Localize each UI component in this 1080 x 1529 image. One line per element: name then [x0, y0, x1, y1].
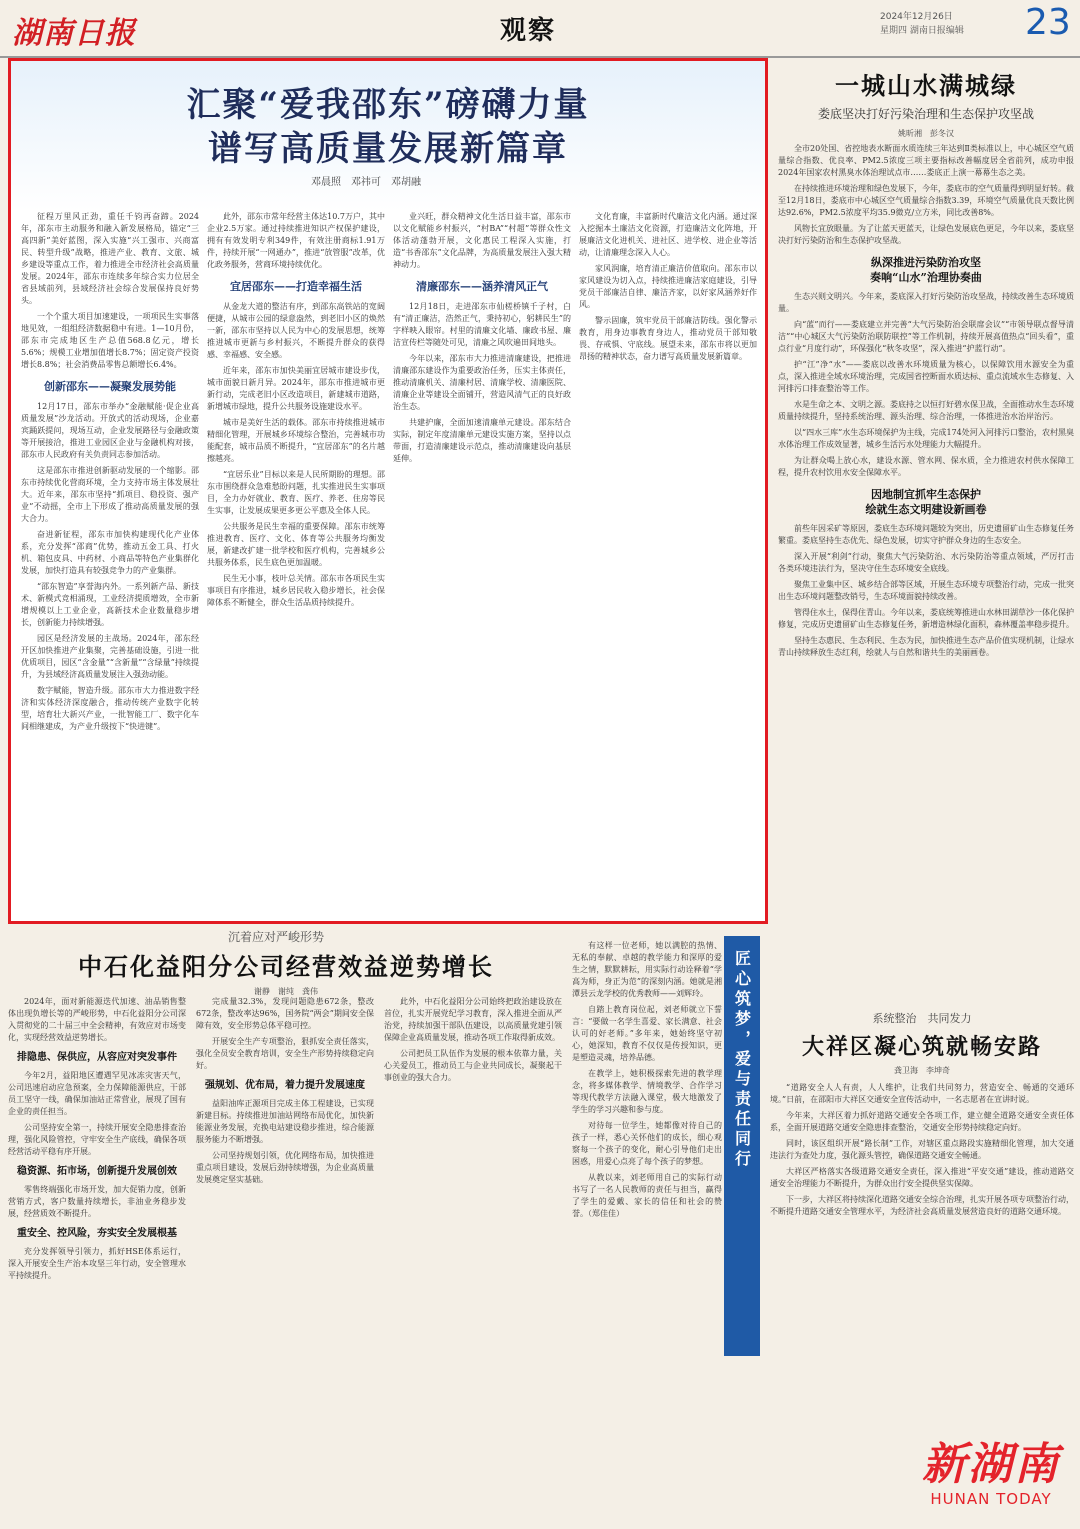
paragraph: 从教以来，刘老师用自己的实际行动书写了一名人民教师的责任与担当，赢得了学生的爱戴、家长的信任和社会的赞誉。（郑佳佳）	[572, 1173, 722, 1218]
feature-title-line-2: 谱写高质量发展新篇章	[208, 129, 568, 169]
paragraph: 业兴旺，群众精神文化生活日益丰富，邵东市以文化赋能乡村振兴，“村BA”“村超”等群众性文体活动蓬勃开展，文化惠民工程深入实施，打造“书香邵东”文化品牌，为高质量发展注入强大精神动力。	[393, 212, 571, 269]
paragraph: 生态兴则文明兴。今年来，娄底深入打好污染防治攻坚战，持续改善生态环境质量。	[778, 292, 1074, 313]
issue-meta	[880, 10, 964, 38]
issue-editor: 湖南日报编辑	[909, 26, 964, 36]
paragraph: 在持续推进环境治理和绿色发展下，今年，娄底市的空气质量得到明显好转。截至12月18日，娄底市中心城区空气质量综合指数3.39，环境空气质量优良天数比例达92.6%，PM2.5浓度平均35.9微克/立方米，同比改善8%。	[778, 184, 1074, 217]
paragraph: 这是邵东市推进创新驱动发展的一个缩影。邵东市持续优化营商环境，全力支持市场主体发展壮大。近年来，邵东市坚持“抓项目、稳投资、强产业”不动摇，全市上下形成了推动高质量发展的强大合力。	[21, 466, 199, 523]
paragraph: 数字赋能，智造升级。邵东市大力推进数字经济和实体经济深度融合，推动传统产业数字化转型，培育壮大新兴产业，一批智能工厂、数字化车间相继建成，为产业升级按下“快进键”。	[21, 686, 199, 731]
article-column-2	[196, 996, 374, 1526]
article-subheading: 稳资源、拓市场，创新提升发展创效	[17, 1166, 177, 1177]
article-byline: 谢静 谢纯 龚伟	[254, 987, 318, 996]
feature-columns	[17, 211, 759, 917]
article-title: 大祥区凝心筑就畅安路	[801, 1034, 1042, 1060]
article-subheading: 排隐患、保供应，从容应对突发事件	[17, 1052, 177, 1063]
paragraph: 从金龙大道的整洁有序，到邵东高铁站的宽阔便捷，从城市公园的绿意盎然，到老旧小区的焕然一新，邵东市坚持以人民为中心的发展思想，统筹推进城市更新与乡村振兴，不断提升群众的获得感、幸福感、安全感。	[207, 302, 385, 359]
paragraph: 征程万里风正劲，重任千钧再奋蹄。2024年，邵东市主动服务和融入新发展格局，锚定“三高四新”美好蓝图，深入实施“兴工强市、兴商富民、转型升级”战略，推进产业、教育、文旅、城乡建设等重点工作，着力推进全市经济社会高质量发展。2024年，邵东市连续多年综合实力位居全省县域前列，县域经济社会综合发展保持良好势头。	[21, 212, 199, 305]
paragraph: 今年以来，邵东市大力推进清廉建设，把推进清廉邵东建设作为重要政治任务，压实主体责任，推动清廉机关、清廉村居、清廉学校、清廉医院、清廉企业等建设全面铺开，营造风清气正的良好政治生态。	[393, 354, 571, 411]
paragraph: 下一步，大祥区将持续深化道路交通安全综合治理，扎实开展各项专项整治行动，不断提升道路交通安全管理水平，为经济社会高质量发展营造良好的道路交通环境。	[770, 1195, 1074, 1216]
paragraph: 公司坚持安全第一，持续开展安全隐患排查治理，强化风险管控，守牢安全生产底线，确保各项经营活动平稳有序开展。	[8, 1123, 186, 1156]
paragraph: 以“四水三库”水生态环境保护为主线，完成174处河入河排污口整治，农村黑臭水体治理工作成效显著，城乡生活污水处理能力大幅提升。	[778, 428, 1074, 449]
paragraph: 在教学上，她积极探索先进的教学理念，将多媒体教学、情境教学、合作学习等现代教学方法融入课堂，极大地激发了学生的学习兴趣和参与度。	[572, 1069, 722, 1114]
paragraph: 12月17日，邵东市举办“金融赋能·促企业高质量发展”沙龙活动。开放式的活动现场，企业嘉宾踊跃提问，现场互动，企业发展路径与金融政策等开展接洽，推进工业园区企业与金融机构对接，邵东市人民政府有关负责同志参加活动。	[21, 402, 199, 459]
paragraph: 零售终端强化市场开发，加大促销力度，创新营销方式，客户数量持续增长，非油业务稳步发展，经营质效不断提升。	[8, 1185, 186, 1218]
paragraph: 完成量32.3%，发现问题隐患672条，整改672条，整改率达96%，国务院“两会”期间安全保障有效，安全形势总体平稳可控。	[196, 997, 374, 1030]
article-title: 一城山水满城绿	[835, 71, 1017, 100]
paragraph: 民生无小事，枝叶总关情。邵东市各项民生实事项目有序推进，城乡居民收入稳步增长，社会保障体系不断健全，群众生活品质持续提升。	[207, 574, 385, 607]
article-loudi	[778, 58, 1074, 998]
paragraph: 为让群众喝上放心水，建设水源、管水网、保水质，全力推进农村供水保障工程，提升农村饮用水安全保障水平。	[778, 456, 1074, 477]
paragraph: 对待每一位学生，她都像对待自己的孩子一样，悉心关怀他们的成长，细心观察每一个孩子的变化，耐心引导他们走出困惑，用爱心点亮了每个孩子的梦想。	[572, 1121, 722, 1166]
feature-title-line-1: 汇聚“爱我邵东”磅礴力量	[186, 85, 590, 125]
article-teacher	[572, 940, 722, 1528]
article-subheading-1: 纵深推进污染防治攻坚 奏响“山水”治理协奏曲	[870, 256, 982, 284]
section-title: 观察	[500, 16, 557, 46]
paragraph: 文化育廉，丰富新时代廉洁文化内涵。通过深入挖掘本土廉洁文化资源，打造廉洁文化阵地，开展廉洁文化进机关、进社区、进学校、进企业等活动，让清廉理念深入人心。	[579, 212, 757, 257]
paragraph: 公司坚持规划引领，优化网络布局，加快推进重点项目建设，发展后劲持续增强，为企业高质量发展奠定坚实基础。	[196, 1151, 374, 1184]
article-subheading: 强规划、优布局，着力提升发展速度	[205, 1080, 365, 1091]
feature-article	[8, 58, 768, 924]
paragraph: 坚持生态惠民、生态利民、生态为民，加快推进生态产品价值实现机制，让绿水青山持续释放生态红利，绘就人与自然和谐共生的美丽画卷。	[778, 636, 1074, 657]
paragraph: 此外，中石化益阳分公司始终把政治建设放在首位，扎实开展党纪学习教育，深入推进全面从严治党，持续加强干部队伍建设，以高质量党建引领保障企业高质量发展，推动各项工作取得新成效。	[384, 997, 562, 1042]
paragraph: 警示固廉，筑牢党员干部廉洁防线。强化警示教育，用身边事教育身边人，推动党员干部知敬畏、存戒惧、守底线。展望未来，邵东市将以更加昂扬的精神状态，奋力谱写高质量发展新篇章。	[579, 316, 757, 361]
vertical-banner-title: 匠心筑梦，爱与责任同行	[732, 950, 752, 1170]
paragraph: “道路安全人人有责，人人维护，让我们共同努力，营造安全、畅通的交通环境。”日前，在邵阳市大祥区交通安全宣传活动中，一名志愿者在宣讲时说。	[770, 1083, 1074, 1104]
article-body	[770, 1082, 1074, 1218]
paragraph: 近年来，邵东市加快美丽宜居城市建设步伐，城市面貌日新月异。2024年，邵东市推进城市更新行动，完成老旧小区改造项目，新建城市道路，新增城市绿地，提升公共服务设施建设水平。	[207, 366, 385, 411]
paragraph: 深入开展“利剑”行动，聚焦大气污染防治、水污染防治等重点领域，严厉打击各类环境违法行为，坚决守住生态环境安全底线。	[778, 552, 1074, 573]
page-number: 23	[1025, 2, 1071, 43]
feature-column-2	[207, 211, 385, 917]
paragraph: “宜居乐业”目标以来是人民所期盼的理想。邵东市围绕群众急难愁盼问题，扎实推进民生实事项目，全力办好就业、教育、医疗、养老、住房等民生实事，让发展成果更多更公平惠及全体人民。	[207, 470, 385, 515]
paragraph: 充分发挥领导引领力，抓好HSE体系运行，深入开展安全生产治本攻坚三年行动，安全管理水平持续提升。	[8, 1247, 186, 1280]
article-title: 中石化益阳分公司经营效益逆势增长	[78, 952, 494, 981]
issue-date: 2024年12月26日	[880, 12, 953, 22]
paragraph: 12月18日，走进邵东市仙槎桥镇千子村，白有“清正廉洁，浩然正气，秉持初心，躬耕民生”的字样映入眼帘。村里的清廉文化墙、廉政书屋、廉洁宣传栏等随处可见，清廉之风吹遍田间地头。	[393, 302, 571, 347]
masthead	[0, 0, 1080, 58]
paragraph: 前些年因采矿等原因，娄底生态环境问题较为突出，历史遗留矿山生态修复任务繁重。娄底坚持生态优先、绿色发展，切实守护群众身边的生态安全。	[778, 524, 1074, 545]
paragraph: 家风润廉，培育清正廉洁价值取向。邵东市以家风建设为切入点，持续推进廉洁家庭建设，引导党员干部廉洁自律、廉洁齐家，以好家风涵养好作风。	[579, 264, 757, 309]
brand-logo-en: HUNAN TODAY	[930, 1490, 1052, 1508]
article-byline: 姚昕湘 彭冬汉	[898, 129, 954, 138]
feature-byline: 邓晨照 邓祎可 邓胡融	[311, 177, 421, 188]
paragraph: 向“蓝”而行——娄底建立并完善“大气污染防治会联席会议”“市领导联点督导清洁”“中心城区大气污染防治联防联控”等工作机制，持续开展高值热点“回头看”，重点行业“月度行动”，环保强化“秋冬攻坚”，深入推进“护蓝行动”。	[778, 320, 1074, 353]
paragraph: 公共服务是民生幸福的重要保障。邵东市统筹推进教育、医疗、文化、体育等公共服务均衡发展，新建改扩建一批学校和医疗机构，完善城乡公共服务体系，民生底色更加温暖。	[207, 522, 385, 567]
paragraph: 同时，该区组织开展“路长制”工作，对辖区重点路段实施精细化管理，加大交通违法行为查处力度，强化源头管控，确保道路交通安全畅通。	[770, 1139, 1074, 1160]
article-sinopec	[8, 928, 564, 1528]
paragraph: 一个个重大项目加速建设，一项项民生实事落地见效，一组组经济数据稳中有进。1—10月份，邵东市完成地区生产总值568.8亿元，增长5.6%；规模工业增加值增长8.7%；固定资产投资增长8.8%；社会消费品零售总额增长6.4%。	[21, 312, 199, 369]
paragraph: “邵东智造”享誉海内外。一系列新产品、新技术、新模式竞相涌现，工业经济提质增效，全市新增规模以上工业企业，高新技术企业数量稳步增长，创新能力持续增强。	[21, 582, 199, 627]
newspaper-logo: 湖南日报	[12, 16, 136, 51]
paragraph: 奋进新征程，邵东市加快构建现代化产业体系，充分发挥“邵商”优势，推动五金工具、打火机、箱包皮具、中药材、小商品等特色产业集群化发展，加快打造具有较强竞争力的产业集群。	[21, 530, 199, 575]
paragraph: 城市是美好生活的载体。邵东市持续推进城市精细化管理，开展城乡环境综合整治，完善城市功能配套，城市品质不断提升，“宜居邵东”的名片越擦越亮。	[207, 418, 385, 463]
paragraph: 水是生命之本、文明之源。娄底持之以恒打好碧水保卫战，全面推动水生态环境质量持续提升，坚持系统治理、源头治理、综合治理，一体推进治水治岸治污。	[778, 400, 1074, 421]
paragraph: 今年2月，益阳地区遭遇罕见冰冻灾害天气，公司迅速启动应急预案，全力保障能源供应，干部员工坚守一线，确保加油站正常营业，展现了国有企业的责任担当。	[8, 1071, 186, 1116]
article-byline: 龚卫海 李坤奇	[894, 1066, 950, 1075]
paragraph: 管得住水土，保得住青山。今年以来，娄底统筹推进山水林田湖草沙一体化保护修复，完成历史遗留矿山生态修复任务，新增造林绿化面积，森林覆盖率稳步提升。	[778, 608, 1074, 629]
feature-column-1	[21, 211, 199, 917]
paragraph: 全市20处国、省控地表水断面水质连续三年达到Ⅱ类标准以上，中心城区空气质量综合指数、优良率、PM2.5浓度三项主要指标改善幅度居全省前列，成功申报2024年国家农村黑臭水体治理试点市……娄底正上演一幕幕生态之美。	[778, 144, 1074, 177]
article-subtitle: 娄底坚决打好污染治理和生态保护攻坚战	[817, 107, 1034, 121]
article-kicker: 系统整治 共同发力	[872, 1012, 972, 1025]
feature-column-4	[579, 211, 757, 917]
feature-subheading-1: 创新邵东——凝聚发展势能	[44, 380, 176, 393]
paragraph: 聚焦工业集中区、城乡结合部等区域，开展生态环境专项整治行动，完成一批突出生态环境问题整改销号，生态环境面貌持续改善。	[778, 580, 1074, 601]
issue-weekday: 星期四	[880, 26, 908, 36]
feature-subheading-2: 宜居邵东——打造幸福生活	[230, 280, 362, 293]
paragraph: 大祥区严格落实各级道路交通安全责任，深入推进“平安交通”建设，推动道路交通安全治理能力不断提升，为群众出行安全提供坚实保障。	[770, 1167, 1074, 1188]
paragraph: 益阳油库正源项目完成主体工程建设，已实现新建目标。持续推进加油站网络布局优化，加快新能源业务发展，充换电站建设稳步推进，综合能源服务能力不断增强。	[196, 1099, 374, 1144]
paragraph: 风物长宜放眼量。为了让蓝天更蓝天，让绿色发展底色更足，今年以来，娄底坚决打好污染防治和生态保护攻坚战。	[778, 224, 1074, 245]
feature-subheading-3: 清廉邵东——涵养清风正气	[416, 280, 548, 293]
article-subheading: 重安全、控风险，夯实安全发展根基	[17, 1228, 177, 1239]
brand-logo	[905, 1440, 1077, 1526]
paragraph: 有这样一位老师，她以满腔的热情、无私的奉献、卓越的教学能力和深厚的爱生之情，默默耕耘，用实际行动诠释着“学高为师，身正为范”的深刻内涵。她就是湘潭县云龙学校的优秀教师——刘辉玲。	[572, 941, 722, 998]
paragraph: 此外，邵东市常年经营主体达10.7万户，其中企业2.5万家。通过持续推进知识产权保护建设，拥有有效发明专利349件，有效注册商标1.91万件，持续开展“一网通办”，推进“放管服”改革，优化政务服务，营商环境持续优化。	[207, 212, 385, 269]
paragraph: 共建护廉，全面加速清廉单元建设。邵东结合实际，制定年度清廉单元建设实施方案，坚持以点带面，打造清廉建设示范点，推动清廉建设向基层延伸。	[393, 418, 571, 463]
article-column-3	[384, 996, 562, 1526]
paragraph: 自踏上教育岗位起，刘老师就立下誓言：“要做一名学生喜爱、家长满意、社会认可的好老师。”多年来，她始终坚守初心，她深知，教育不仅仅是传授知识，更是塑造灵魂，培养品德。	[572, 1005, 722, 1062]
vertical-banner	[724, 936, 760, 1356]
article-column-1	[8, 996, 186, 1526]
article-kicker: 沉着应对严峻形势	[228, 930, 325, 944]
paragraph: 园区是经济发展的主战场。2024年，邵东经开区加快推进产业集聚，完善基础设施，引进一批优质项目，园区“含金量”“含新量”“含绿量”持续提升，为县域经济高质量发展注入强劲动能。	[21, 634, 199, 679]
feature-column-3	[393, 211, 571, 917]
paragraph: 公司把员工队伍作为发展的根本依靠力量，关心关爱员工，推动员工与企业共同成长，凝聚起干事创业的强大合力。	[384, 1049, 562, 1082]
feature-header	[11, 61, 765, 211]
paragraph: 护“江”净“水”——娄底以改善水环境质量为核心，以保障饮用水源安全为重点，深入推进全域水环境治理，完成国省控断面水质达标、重点流域水生态修复、入河排污口排查整治等工作。	[778, 360, 1074, 393]
paragraph: 今年来，大祥区着力抓好道路交通安全各项工作，建立健全道路交通安全责任体系，全面开展道路交通安全隐患排查整治，交通安全形势持续稳定向好。	[770, 1111, 1074, 1132]
paragraph: 2024年，面对新能源迭代加速、油品销售整体出现负增长等的严峻形势，中石化益阳分公司深入贯彻党的二十届三中全会精神，有效应对市场变化，实现经营效益逆势增长。	[8, 997, 186, 1042]
paragraph: 开展安全生产专项整治，狠抓安全责任落实，强化全员安全教育培训，安全生产形势持续稳定向好。	[196, 1037, 374, 1070]
article-subheading-2: 因地制宜抓牢生态保护 绘就生态文明建设新画卷	[865, 488, 987, 516]
brand-logo-cn: 新湖南	[922, 1439, 1060, 1490]
article-body	[778, 143, 1074, 659]
